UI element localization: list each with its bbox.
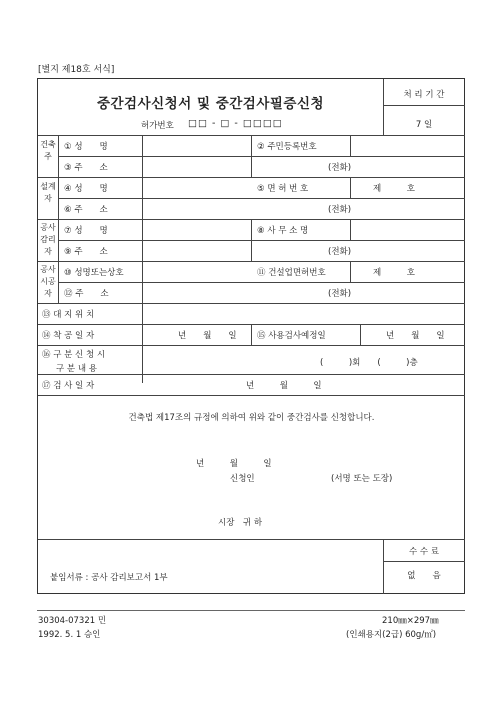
owner-address-label: ③ 주 소 [64,163,108,173]
approval-date: 1992. 5. 1 승인 [38,630,101,640]
designer-address-label: ⑥ 주 소 [64,205,108,215]
designer-group-label: 설계자 [40,182,56,203]
application-type-label: ⑯ 구 분 신 청 시 [42,350,106,360]
inspection-date-value: 년 월 일 [246,381,322,391]
form-number-label: [별지 제18호 서식] [38,65,115,75]
site-location-label: ⑬ 대 지 위 치 [42,310,95,320]
application-type-content-label: 구 분 내 용 [56,364,97,374]
start-date-label: ⑭ 착 공 일 자 [42,331,95,341]
form-title: 중간검사신청서 및 중간검사필증신청 [96,96,325,112]
use-inspection-date-value: 년 월 일 [386,331,445,341]
contractor-license-label: ⑪ 건설업면허번호 [257,268,326,278]
contractor-name-label: ⑩ 성명또는상호 [64,268,124,278]
designer-name-label: ④ 성 명 [64,184,108,194]
application-statement: 건축법 제17조의 규정에 의하여 위와 같이 중간검사를 신청합니다. [128,413,375,423]
attachments-label: 붙임서류 : 공사 감리보고서 1부 [50,573,168,583]
recipient-label: 시장 귀 하 [218,518,263,528]
application-type-value: ( )회 ( )층 [320,358,418,368]
designer-license-label: ⑤ 면 허 번 호 [257,184,309,194]
paper-size: 210㎜×297㎜ [382,616,439,626]
supervisor-office-label: ⑧ 사 무 소 명 [257,226,309,236]
designer-license-unit: 제 호 [373,184,415,194]
use-inspection-date-label: ⑮ 사용검사예정일 [257,331,326,341]
owner-group-label: 건축주 [40,140,56,161]
permit-number-label: 허가번호 [141,121,174,131]
processing-period-value: 7 일 [415,120,433,130]
contractor-phone: (전화) [328,289,352,299]
fee-value: 없 음 [407,571,441,581]
contractor-license-unit: 제 호 [373,268,415,278]
permit-number-boxes[interactable]: □□ - □ - □□□□ [188,118,283,129]
supervisor-name-label: ⑦ 성 명 [64,226,108,236]
form-code: 30304-07321 민 [38,616,107,626]
supervisor-phone: (전화) [328,247,352,257]
owner-rrn-label: ② 주민등록번호 [257,142,317,152]
supervisor-group-label: 공사감리자 [40,223,56,256]
application-date: 년 월 일 [196,459,272,469]
contractor-group-label: 공사시공자 [40,265,56,298]
paper-spec: (인쇄용지(2급) 60g/㎡) [346,630,437,640]
signature-label: (서명 또는 도장) [331,474,393,484]
fee-label: 수 수 료 [408,547,440,557]
processing-period-label: 처 리 기 간 [403,90,445,100]
applicant-label: 신청인 [230,474,255,484]
owner-phone: (전화) [328,163,352,173]
application-form [37,78,465,594]
designer-phone: (전화) [328,205,352,215]
inspection-date-label: ⑰ 검 사 일 자 [42,381,95,391]
supervisor-address-label: ⑨ 주 소 [64,247,108,257]
contractor-address-label: ⑫ 주 소 [64,289,109,299]
start-date-value: 년 월 일 [178,331,237,341]
owner-name-label: ① 성 명 [64,142,108,152]
